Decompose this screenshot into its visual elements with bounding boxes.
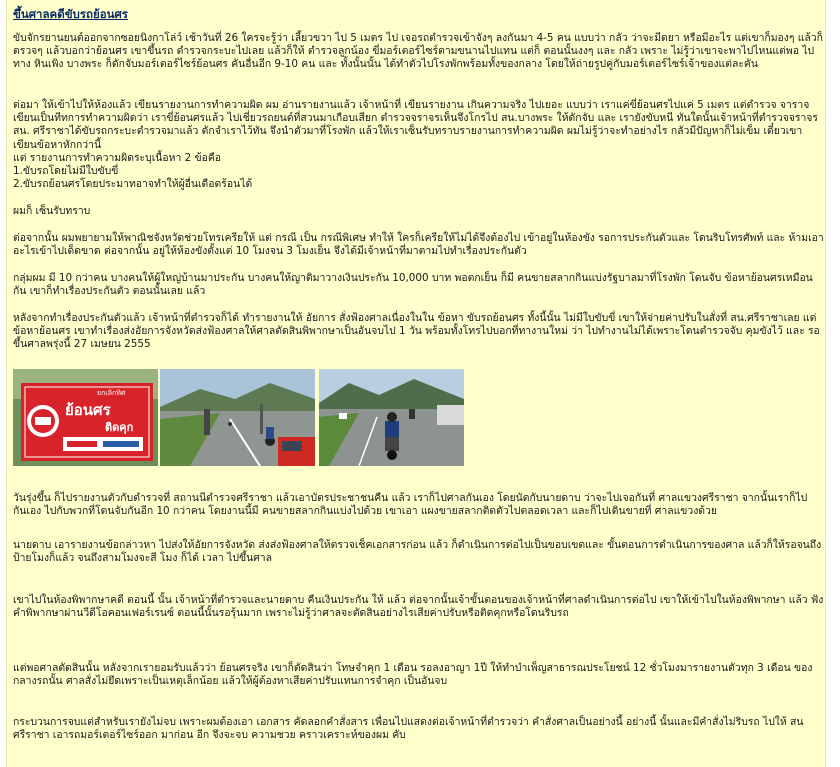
article-page <box>6 0 826 767</box>
paragraph-4: 1.ขับรถโดยไม่มีใบขับขี่ <box>13 165 119 177</box>
paragraph-5: 2.ขับรถย้อนศรโดยประมาทอาจทำให้ผู้อื่นเดือดร้อนได้ <box>13 178 253 190</box>
paragraph-6: ผมก็ เซ็นรับทราบ <box>13 205 91 217</box>
paragraph-10: วันรุ่งขึ้น ก็ไปรายงานตัวกับตำรวจที่ สถานนีตำรวจศรีราชา แล้วเอาบัตรประชาชนคืน แล้ว เราก็ไปศาลกันเอง โดยนัดกับนายดาบ ว่าจะไปเจอกันที่ ศาลแขวงศรีราชา จากนั้นเราก็ไปกันเอง ไปกับพวกที่โดนจับกันอีก 10 กว่าคน โดยงานนี้มี คนขายสลากกินแบ่งไปด้วย เขาเอา แผงขายสลากติดตัวไปตลอดเวลา และก็ไปเดินขายที่ ศาลแขวงด้วย <box>13 492 808 518</box>
paragraph-8: กลุ่มผม มี 10 กว่าคน บางคนให้ผู้ใหญ่บ้านมาประกัน บางคนให้ญาติมาวางเงินประกัน 10,000 บาท พอตกเย็น ก็มี คนขายสลากกินแบ่งรัฐบาลมาที่โรงพัก โดนจับ ข้อหาย้อนศรเหมือนกัน เขาก็ทำเรื่องประกันตัว ตอนนั้นเลย แล้ว <box>13 272 813 298</box>
banner-main-text: ย้อนศร <box>65 401 111 419</box>
motorcycle-road-photo <box>319 369 464 466</box>
paragraph-7: ต่อจากนั้น ผมพยายามให้พาณิชจังหวัดช่วยโทรเครียให้ แต่ กรณี เป็น กรณีพิเศษ ทำให้ ใครก็เครียให้ไม่ได้จึงต้องไป เข้าอยู่ในห้องขัง รอการประกันตัวและ โดนริบโทรศัพท์ และ ห้ามเอาอะไรเข้าไปเด็ดขาด ต่อจากนั้น อยู่ให้ห้องขังตั้งแต่ 10 โมงจน 3 โมงเย็น จึงได้มีเจ้าหน้าที่มาตามไปทำเรื่องประกันตัว <box>13 232 824 258</box>
paragraph-13: แต่พอศาลตัดสินนั้น หลังจากเรายอมรับแล้วว่า ย้อนศรจริง เขาก็ตัดสินว่า โทษจำคุก 1 เดือน รอลงอาญา 1ปี ให้ทำบำเพ็ญสาธารณประโยชน์ 12 ชั่วโมงมารายงานตัวทุก 3 เดือน ของกลางรถนั้น ศาลสั่งไม่ยึดเพราะเป็นเหตุเล็กน้อย แล้วให้ผู้ต้องหาเสียค่าปรับแทนการจำคุก เป็นอันจบ <box>13 662 813 688</box>
paragraph-11: นายดาบ เอารายงานข้อกล่าวหา ไปส่งให้อัยการจังหวัด ส่งส่งฟ้องศาลให้ตรวจเช็คเอกสารก่อน แล้ว ก็ดำเนินการต่อไปเป็นขอบเขตและ ขั้นตอนการดำเนินการของศาล แล้วก็ให้รอจนถึง ป้ายโมงก็แล้ว จนถึงสามโมงจะสี โมง ก็ได้ เวลา ไปขึ้นศาล <box>13 539 822 565</box>
paragraph-1: ขับจักรยานยนต์ออกจากซอยนิงกาโล่ว์ เช้าวันที่ 26 ใครจะรู้ว่า เลี้ยวขวา ไป 5 เมตร ไป เจอรถตำรวจเข้าจังๆ ลงกันมา 4-5 คน แบบว่า กลัว ว่าจะมีดยา หรือมีอะไร แต่เขาก็มองๆ แล้วก็ตรวจๆ แล้วบอกว่าย้อนศร เขาขึ้นรถ ตำรวจกระบะไปเลย แล้วก็ให้ ตำรวจลูกน้อง ขี่มอร์เตอร์ไซร์ตามขนานไปแทน แต่ก็ ตอนนั้นงงๆ และ กลัว เพราะ ไม่รู้ว่าเขาจะพาไปไหนแต่พอ ไปทาง หินเพิง บางพระ ก็ดักจับมอร์เตอร์ไซร์ย้อนศร คันอื่นอีก 9-10 คน และ ทั้งนั้นนั้น ได้ทำตัวไปโรงพักพร้อมทั้งของกลาง โดยให้ถ่ายรูปคู่กับมอร์เตอร์ไซร์เจ้าของแต่ละคัน <box>13 32 823 71</box>
road-officer-photo <box>160 369 315 466</box>
paragraph-2: ต่อมา ให้เข้าไปให้ห้องแล้ว เขียนรายงานการทำความผิด ผม อ่านรายงานแล้ว เจ้าหน้าที่ เขียนรายงาน เกินความจริง ไปเยอะ แบบว่า เราแค่ขี่ย้อนศรไปแค่ 5 เมตร แต่ตำรวจ จาราจเขียนเป็นทีทการทำความผิดว่า เราขี่ย้อนศรแล้ว ไปเชี่ยวรถยนต์ที่สวนมาเกือบเสียก ตำรวจจราจรเห็นจึงโกรไป สน.บางพระ ให้ดักจับ และ เรายังขับหนี ทันใดนั้นเจ้าหน้าที่ตำรวจจราจร สน. ศรีราชาได้ขับรถกระบะตำรวจมาแล้ว ดักจำเราไว้ทัน จึงนำตัวมาที่โรงพัก แล้วให้เราเซ็นรับทราบรายงานการทำความผิด ผมไม่รู้ว่าจะทำอย่างไร กลัวมีปัญหาก็ไม่เข็ม เดี๋ยวเขาเขียนข้อหาหักกว่านี้ <box>13 99 818 151</box>
article-title[interactable]: ขึ้นศาลคดีขับรถย้อนศร <box>13 7 128 21</box>
banner-sub-text: ยกเลิกทิศ <box>97 389 126 397</box>
paragraph-14: กระบวนการจบแต่สำหรับเรายังไม่จบ เพราะผมต้องเอา เอกสาร คัดลอกคำสั่งสาร เพื่อนไปแสดงต่อเจ้าหน้าที่ตำรวจว่า คำสั่งศาลเป็นอย่างนี้ อย่างนี้ นั้นและมีคำสั่งไม่ริบรถ ไปให้ สน ศรีราชา เอารถมอร์เตอร์ไซร์ออก มาก่อน อีก จึงจะจบ ความชวย คราวเคราะห์ของผม คับ <box>13 716 804 742</box>
paragraph-3: แต่ รายงานการทำความผิดระบุเนื้อหา 2 ข้อคือ <box>13 152 222 164</box>
paragraph-9: หลังจากทำเรื่องประกันตัวแล้ว เจ้าหน้าที่ตำรวจก็ได้ ทำรายงานให้ อัยการ สั่งฟ้องศาลเนื่องในใน ข้อหา ขับรถย้อนศร ทั้งนี้นั้น ไม่มีใบขับขี่ เขาให้จ่ายค่าปรับในสั่งที่ สน.ศรีราชาเลย แต่ ข้อหาย้อนศร เขาทำเรื่องส่งอัยการจังหวัดส่งฟ้องศาลให้ศาลตัดสินพิพากษาเป็นอันจบไป 1 วัน พร้อมทั้งโทรไปบอกที่ทางานใหม่ ว่า ไปทำงานไม่ได้เพราะโดนตำรวจจับ คุมขังไว้ และ รอขึ้นศาลพรุ่งนี้ 27 เมษยน 2555 <box>13 312 820 351</box>
paragraph-12: เขาไปในห้องพิพากษาคดี ตอนนี้ นั้น เจ้าหน้าที่ตำรวจและนายดาบ คืนเงินประกัน ให้ แล้ว ต่อจากนั้นเจ้าขั้นตอนของเจ้าหน้าที่ศาลดำเนินการต่อไป เขาให้เข้าไปในห้องพิพากษา แล้ว ฟังคำพิพากษาผ่านวีดีโอคอนเฟอร์เรนซ์ ตอนนี้นั้นรอรุ้นมาก เพราะไม่รู้ว่าศาลจะตัดสินอย่างไรเสียค่าปรับหรือติดคุกหรือโดนริบรถ <box>13 594 824 620</box>
banner-second-line: ติดคุก <box>105 421 134 434</box>
campaign-banner-photo <box>13 369 158 466</box>
